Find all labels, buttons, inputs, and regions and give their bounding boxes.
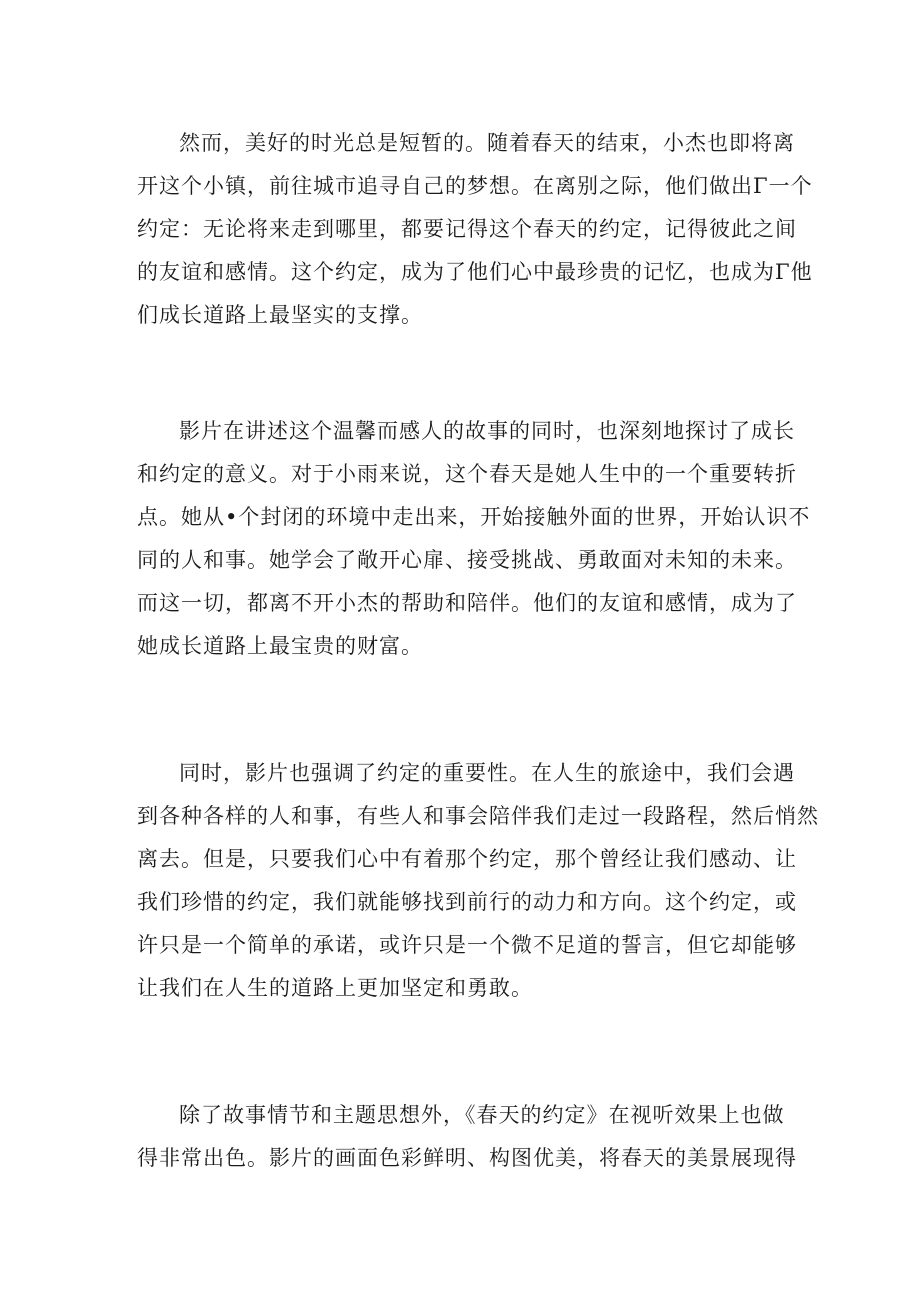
paragraph-line: 同时，影片也强调了约定的重要性。在人生的旅途中，我们会遇 (179, 761, 795, 785)
paragraph-line: 她成长道路上最宝贵的财富。 (137, 634, 423, 658)
paragraph-line: 得非常出色。影片的画面色彩鲜明、构图优美，将春天的美景展现得 (137, 1146, 797, 1170)
paragraph-line: 们成长道路上最坚实的支撑。 (137, 303, 423, 327)
paragraph-line: 许只是一个简单的承诺，或许只是一个微不足道的誓言，但它却能够 (137, 933, 797, 957)
paragraph-4 (137, 1094, 807, 1180)
paragraph-line: 的友谊和感情。这个约定，成为了他们心中最珍贵的记忆，也成为Γ他 (137, 260, 813, 284)
paragraph-line: 我们珍惜的约定，我们就能够找到前行的动力和方向。这个约定，或 (137, 890, 797, 914)
paragraph-line: 开这个小镇，前往城市追寻自己的梦想。在离别之际，他们做出Γ一个 (137, 174, 813, 198)
paragraph-1 (137, 122, 813, 337)
paragraph-line: 和约定的意义。对于小雨来说，这个春天是她人生中的一个重要转折 (137, 462, 797, 486)
paragraph-line: 而这一切，都离不开小杰的帮助和陪伴。他们的友谊和感情，成为了 (137, 591, 797, 615)
paragraph-line: 然而，美好的时光总是短暂的。随着春天的结束，小杰也即将离 (179, 131, 795, 155)
paragraph-line: 点。她从•个封闭的环境中走出来，开始接触外面的世界，开始认识不 (137, 505, 811, 529)
paragraph-line: 离去。但是，只要我们心中有着那个约定，那个曾经让我们感动、让 (137, 847, 797, 871)
paragraph-line: 除了故事情节和主题思想外，《春天的约定》在视听效果上也做 (179, 1103, 785, 1127)
paragraph-2 (137, 410, 811, 668)
paragraph-line: 约定：无论将来走到哪里，都要记得这个春天的约定，记得彼此之间 (137, 217, 797, 241)
paragraph-line: 同的人和事。她学会了敞开心扉、接受挑战、勇敢面对未知的未来。 (137, 548, 797, 572)
paragraph-3 (137, 752, 819, 1010)
paragraph-line: 到各种各样的人和事，有些人和事会陪伴我们走过一段路程，然后悄然 (137, 804, 819, 828)
paragraph-line: 影片在讲述这个温馨而感人的故事的同时，也深刻地探讨了成长 (179, 419, 795, 443)
paragraph-line: 让我们在人生的道路上更加坚定和勇敢。 (137, 976, 533, 1000)
